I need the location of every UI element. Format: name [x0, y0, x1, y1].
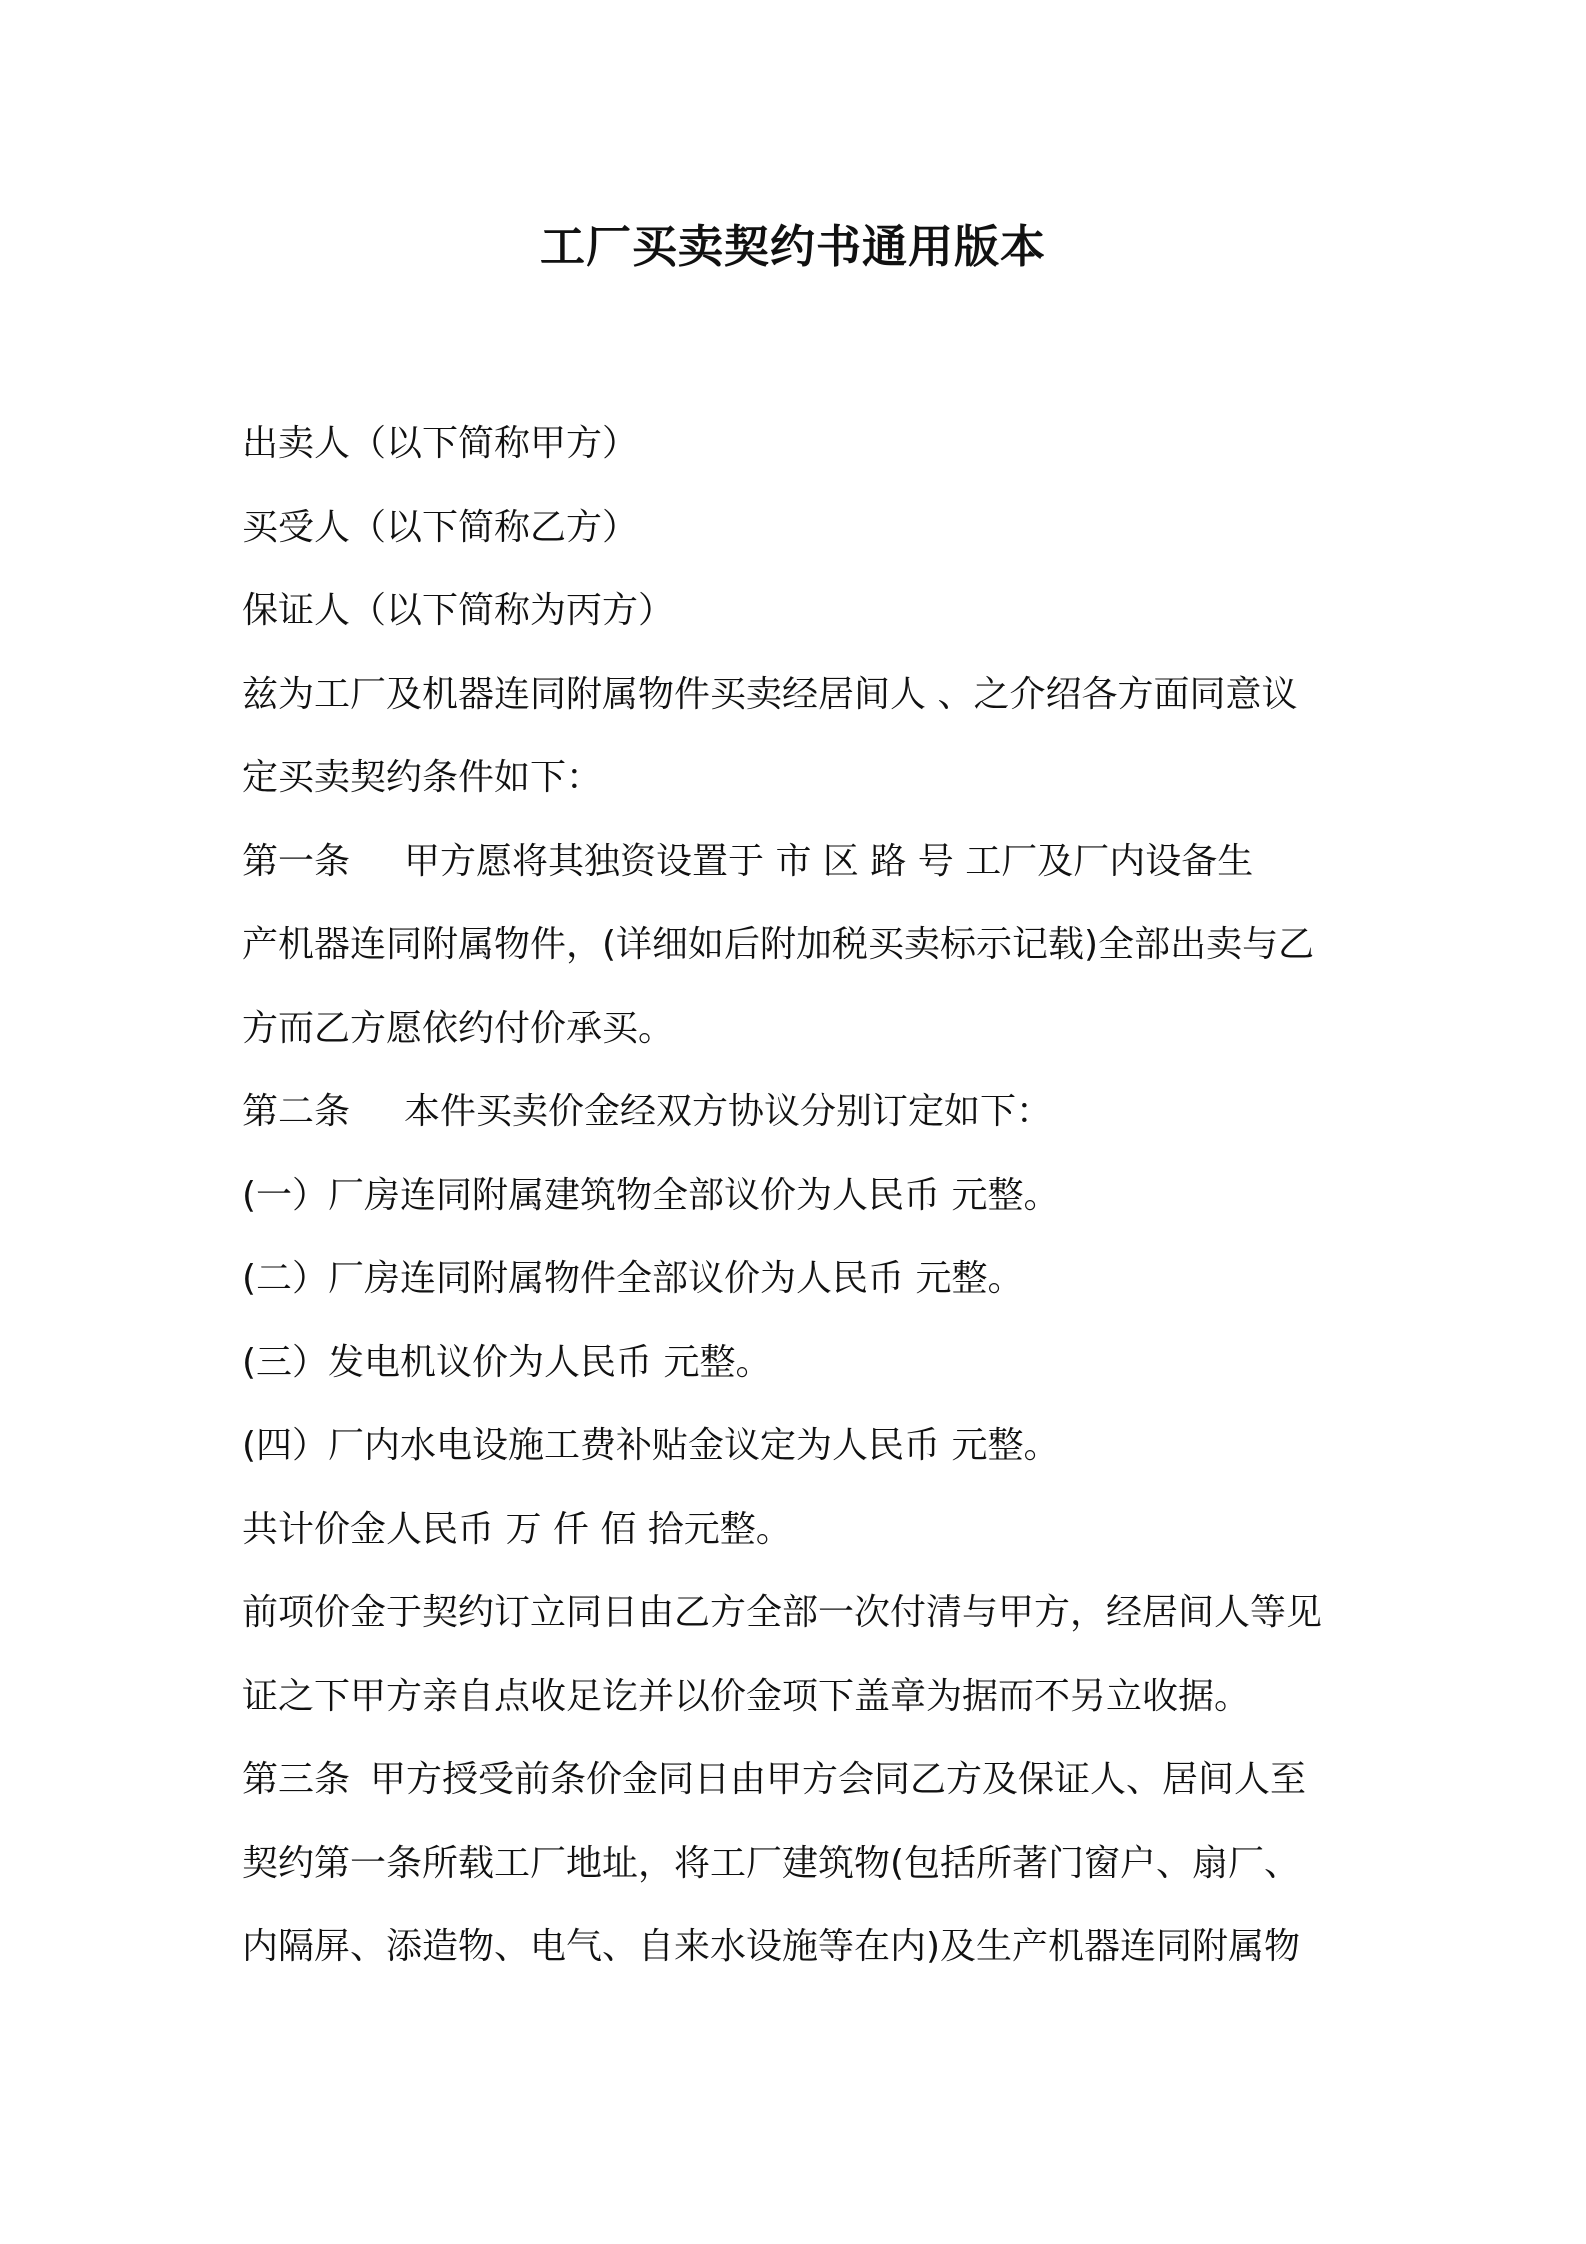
article-2-label: 第二条	[242, 1091, 351, 1132]
document-body	[242, 402, 1362, 1989]
article-3-label: 第三条	[242, 1759, 351, 1800]
article-3-text: 甲方授受前条价金同日由甲方会同乙方及保证人、居间人至	[370, 1759, 1307, 1800]
article-1-line: 方而乙方愿依约付价承买。	[242, 1007, 675, 1049]
article-1-text: 甲方愿将其独资设置于 市 区 路 号 工厂及厂内设备生	[404, 840, 1254, 882]
party-guarantor: 保证人（以下简称为丙方）	[242, 590, 675, 631]
article-3-line: 内隔屏、添造物、电气、自来水设施等在内)及生产机器连同附属物	[242, 1926, 1301, 1967]
intro-line: 定买卖契约条件如下：	[242, 757, 603, 798]
article-1-label: 第一条	[242, 840, 351, 882]
article-3-first-line	[242, 1738, 1362, 1822]
price-item: (二）厂房连同附属物件全部议价为人民币 元整。	[242, 1258, 1024, 1299]
payment-line: 证之下甲方亲自点收足讫并以价金项下盖章为据而不另立收据。	[242, 1675, 1251, 1717]
party-buyer: 买受人（以下简称乙方）	[242, 506, 639, 548]
document-title: 工厂买卖契约书通用版本	[539, 220, 1046, 273]
article-2-text: 本件买卖价金经双方协议分别订定如下：	[404, 1091, 1053, 1132]
article-1-line: 产机器连同附属物件，(详细如后附加税买卖标示记载)全部出卖与乙	[242, 924, 1315, 965]
article-1-first-line	[242, 820, 1362, 904]
price-item: (四）厂内水电设施工费补贴金议定为人民币 元整。	[242, 1425, 1060, 1466]
payment-line: 前项价金于契约订立同日由乙方全部一次付清与甲方，经居间人等见	[242, 1592, 1323, 1633]
price-total: 共计价金人民币 万 仟 佰 拾元整。	[242, 1508, 792, 1550]
article-2-first-line	[242, 1070, 1362, 1154]
party-seller: 出卖人（以下简称甲方）	[242, 423, 639, 464]
article-3-line: 契约第一条所载工厂地址，将工厂建筑物(包括所著门窗户、扇厂、	[242, 1842, 1301, 1884]
price-item: (一）厂房连同附属建筑物全部议价为人民币 元整。	[242, 1174, 1060, 1216]
intro-line: 兹为工厂及机器连同附属物件买卖经居间人 、之介绍各方面同意议	[242, 673, 1298, 715]
price-item: (三）发电机议价为人民币 元整。	[242, 1341, 772, 1383]
